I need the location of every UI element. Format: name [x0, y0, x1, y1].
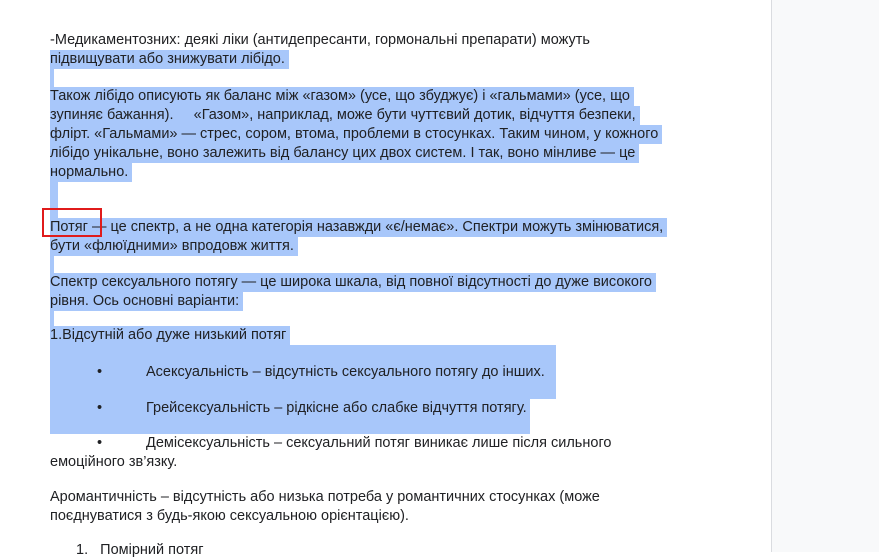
- selected-paragraph-line: рівня. Ось основні варіанти:: [50, 292, 243, 311]
- list-item: Асексуальність – відсутність сексуального потягу до інших.: [146, 364, 545, 380]
- paragraph-line: -Медикаментозних: деякі ліки (антидепресанти, гормональні препарати) можуть: [50, 32, 590, 48]
- list-item-continuation: емоційного зв’язку.: [50, 454, 178, 470]
- paragraph-line: Аромантичність – відсутність або низька потреба у романтичних стосунках (може: [50, 489, 600, 505]
- selected-paragraph-line: Також лібідо описують як баланс між «газом» (усе, що збуджує) і «гальмами» (усе, що: [50, 87, 634, 106]
- selection-block: [50, 345, 556, 365]
- annotation-highlight-box: [42, 208, 102, 237]
- bullet-icon: •: [97, 364, 103, 380]
- selected-paragraph-line: Потяг — це спектр, а не одна категорія назавжди «є/немає». Спектри можуть змінюватися,: [50, 218, 667, 237]
- selection-blank-line: [50, 69, 54, 87]
- selection-blank-line: [50, 256, 54, 273]
- selected-paragraph-line: нормально.: [50, 163, 132, 182]
- selected-paragraph-line: флірт. «Гальмами» — стрес, сором, втома, проблеми в стосунках. Таким чином, у кожного: [50, 125, 662, 144]
- selected-paragraph-line: бути «флюїдними» впродовж життя.: [50, 237, 298, 256]
- paragraph-line: поєднуватися з будь-якою сексуальною орієнтацією).: [50, 508, 409, 524]
- list-item: Грейсексуальність – рідкісне або слабке відчуття потягу.: [146, 400, 527, 416]
- selected-paragraph-line: Спектр сексуального потягу — це широка шкала, від повної відсутності до дуже високого: [50, 273, 656, 292]
- bullet-icon: •: [97, 400, 103, 416]
- list-item: Демісексуальність – сексуальний потяг виникає лише після сильного: [146, 435, 612, 451]
- highlighted-word-potyah[interactable]: Потяг: [50, 219, 88, 235]
- selection-blank-line: [50, 311, 54, 326]
- numbered-list-item: 1. Помірний потяг: [76, 542, 204, 558]
- selected-paragraph-line: підвищувати або знижувати лібідо.: [50, 50, 289, 69]
- selected-list-heading: 1.Відсутній або дуже низький потяг: [50, 326, 290, 345]
- selected-paragraph-line: лібідо унікальне, воно залежить від балансу цих двох систем. І так, воно мінливе — це: [50, 144, 639, 163]
- side-panel: [771, 0, 879, 552]
- bullet-icon: •: [97, 435, 103, 451]
- selected-paragraph-line: зупиняє бажання). «Газом», наприклад, може бути чуттєвий дотик, відчуття безпеки,: [50, 106, 640, 125]
